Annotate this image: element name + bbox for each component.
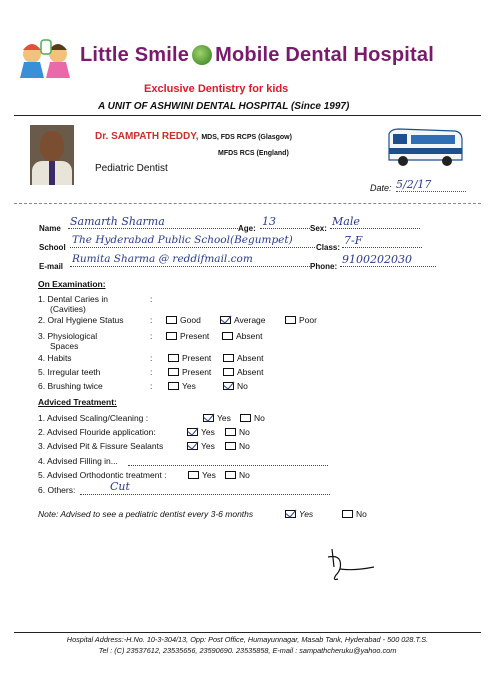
checkbox[interactable] bbox=[168, 382, 179, 390]
email-label: E-mail bbox=[39, 262, 64, 271]
checkbox[interactable] bbox=[168, 354, 179, 362]
checkbox-checked[interactable] bbox=[223, 382, 234, 390]
section-divider bbox=[14, 203, 481, 204]
name-label: Name bbox=[39, 224, 61, 233]
checkbox[interactable] bbox=[166, 332, 177, 340]
checkbox[interactable] bbox=[240, 414, 251, 422]
date-value[interactable]: 5/2/17 bbox=[396, 178, 466, 192]
option-absent[interactable]: Absent bbox=[223, 353, 263, 363]
footer-contacts: Tel : (C) 23537612, 23535656, 23590690. 23535858, E-mail : sampathcheruku@yahoo.com bbox=[98, 646, 397, 655]
checkbox[interactable] bbox=[225, 471, 236, 479]
option-average[interactable]: Average bbox=[220, 315, 266, 325]
doctor-qualifications: MDS, FDS RCPS (Glasgow) bbox=[201, 134, 292, 141]
checkbox[interactable] bbox=[166, 316, 177, 324]
option-no[interactable]: No bbox=[225, 441, 250, 451]
age-field[interactable]: 13 bbox=[260, 215, 310, 229]
option-yes[interactable]: Yes bbox=[188, 470, 216, 480]
sex-field[interactable]: Male bbox=[330, 215, 420, 229]
globe-icon bbox=[192, 45, 212, 65]
option-present[interactable]: Present bbox=[168, 353, 211, 363]
treatment-flouride: 2. Advised Flouride application: bbox=[38, 427, 156, 437]
option-absent[interactable]: Absent bbox=[222, 331, 262, 341]
note-option-yes[interactable]: Yes bbox=[285, 509, 313, 519]
checkbox[interactable] bbox=[342, 510, 353, 518]
sex-label: Sex: bbox=[310, 224, 327, 233]
checkbox[interactable] bbox=[285, 316, 296, 324]
unit-line: A UNIT OF ASHWINI DENTAL HOSPITAL (Since 1997) bbox=[98, 101, 350, 112]
others-line bbox=[80, 494, 330, 495]
treatment-sealants: 3. Advised Pit & Fissure Sealants bbox=[38, 441, 164, 451]
treatment-heading: Adviced Treatment: bbox=[38, 397, 117, 407]
option-no[interactable]: No bbox=[225, 427, 250, 437]
option-present[interactable]: Present bbox=[168, 367, 211, 377]
option-no[interactable]: No bbox=[240, 413, 265, 423]
exam-item-habits: 4. Habits bbox=[38, 353, 72, 363]
treatment-filling: 4. Advised Filling in... bbox=[38, 456, 118, 466]
checkbox[interactable] bbox=[225, 428, 236, 436]
option-poor[interactable]: Poor bbox=[285, 315, 317, 325]
checkbox-checked[interactable] bbox=[285, 510, 296, 518]
doctor-signature bbox=[320, 545, 380, 585]
hospital-name: Little Smile Mobile Dental Hospital bbox=[80, 44, 434, 66]
option-present[interactable]: Present bbox=[166, 331, 209, 341]
doctor-qualifications-2: MFDS RCS (England) bbox=[218, 150, 289, 157]
header-divider bbox=[14, 115, 481, 116]
checkbox-checked[interactable] bbox=[187, 428, 198, 436]
phone-field[interactable]: 9100202030 bbox=[340, 253, 436, 267]
checkbox[interactable] bbox=[188, 471, 199, 479]
exam-item-brushing-twice: 6. Brushing twice bbox=[38, 381, 103, 391]
checkbox[interactable] bbox=[168, 368, 179, 376]
class-label: Class: bbox=[316, 243, 341, 252]
doctor-photo bbox=[30, 125, 74, 185]
exam-item-irregular-teeth: 5. Irregular teeth bbox=[38, 367, 101, 377]
option-no[interactable]: No bbox=[225, 470, 250, 480]
treatment-scaling: 1. Advised Scaling/Cleaning : bbox=[38, 413, 149, 423]
name-field[interactable]: Samarth Sharma bbox=[68, 215, 238, 229]
option-yes[interactable]: Yes bbox=[187, 427, 215, 437]
option-good[interactable]: Good bbox=[166, 315, 201, 325]
option-yes[interactable]: Yes bbox=[187, 441, 215, 451]
email-field[interactable]: Rumita Sharma @ reddifmail.com bbox=[70, 253, 310, 267]
checkbox[interactable] bbox=[222, 332, 233, 340]
option-yes[interactable]: Yes bbox=[168, 381, 196, 391]
little-smile-logo bbox=[14, 36, 78, 80]
phone-label: Phone: bbox=[310, 262, 338, 271]
exam-item-physiological-spaces: 3. Physiological Spaces bbox=[38, 331, 98, 351]
footer-address: Hospital Address:-H.No. 10-3-304/13, Opp: Post Office, Humayunnagar, Masab Tank, Hyderabad - 500 028.T.S. bbox=[66, 635, 429, 644]
school-label: School bbox=[39, 243, 66, 252]
checkbox-checked[interactable] bbox=[220, 316, 231, 324]
option-absent[interactable]: Absent bbox=[223, 367, 263, 377]
exam-item-oral-hygiene: 2. Oral Hygiene Status bbox=[38, 315, 124, 325]
others-value[interactable]: Cut bbox=[110, 480, 130, 493]
note-option-no[interactable]: No bbox=[342, 509, 367, 519]
checkbox[interactable] bbox=[223, 354, 234, 362]
footer-divider bbox=[14, 632, 481, 633]
mobile-bus-icon bbox=[385, 126, 465, 172]
treatment-others: 6. Others: bbox=[38, 485, 76, 495]
examination-heading: On Examination: bbox=[38, 279, 106, 289]
checkbox-checked[interactable] bbox=[187, 442, 198, 450]
exam-item-caries: 1. Dental Caries in (Cavities) bbox=[38, 294, 108, 314]
option-no[interactable]: No bbox=[223, 381, 248, 391]
class-field[interactable]: 7-F bbox=[342, 234, 422, 248]
checkbox[interactable] bbox=[225, 442, 236, 450]
filling-line[interactable] bbox=[128, 465, 328, 466]
option-yes[interactable]: Yes bbox=[203, 413, 231, 423]
checkbox-checked[interactable] bbox=[203, 414, 214, 422]
school-field[interactable]: The Hyderabad Public School(Begumpet) bbox=[70, 234, 315, 248]
treatment-orthodontic: 5. Advised Orthodontic treatment : bbox=[38, 470, 167, 480]
doctor-specialty: Pediatric Dentist bbox=[95, 163, 168, 174]
age-label: Age: bbox=[238, 224, 256, 233]
advice-note: Note: Advised to see a pediatric dentist every 3-6 months bbox=[38, 509, 254, 519]
date-label: Date: bbox=[370, 183, 392, 193]
checkbox[interactable] bbox=[223, 368, 234, 376]
doctor-name: Dr. SAMPATH REDDY, MDS, FDS RCPS (Glasgow) bbox=[95, 131, 292, 142]
tagline: Exclusive Dentistry for kids bbox=[144, 83, 289, 95]
